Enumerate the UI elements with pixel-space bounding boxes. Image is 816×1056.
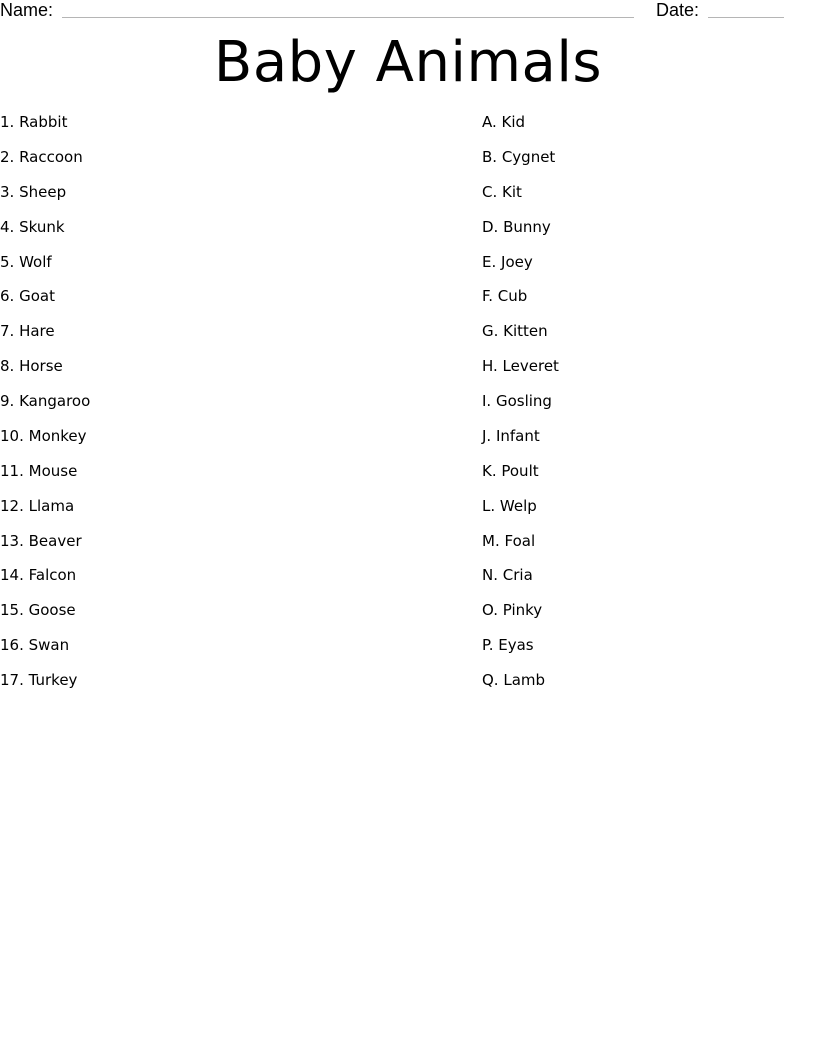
baby-name-item: M. Foal — [482, 531, 536, 550]
header-row — [0, 0, 816, 24]
baby-name-item: L. Welp — [482, 496, 537, 515]
animal-item: 8. Horse — [0, 357, 63, 376]
baby-name-item: A. Kid — [482, 113, 526, 131]
baby-name-item: N. Cria — [482, 566, 533, 585]
name-blank-line — [62, 17, 634, 18]
baby-name-list — [482, 111, 559, 704]
animal-item: 15. Goose — [0, 601, 76, 620]
animal-list — [0, 111, 90, 704]
animal-item: 1. Rabbit — [0, 113, 68, 131]
baby-name-item: Q. Lamb — [482, 671, 546, 689]
animal-item: 11. Mouse — [0, 461, 78, 480]
baby-name-item: C. Kit — [482, 182, 522, 201]
animal-item: 7. Hare — [0, 322, 55, 341]
baby-name-item: P. Eyas — [482, 636, 534, 655]
baby-name-item: K. Poult — [482, 461, 539, 480]
date-label: Date: — [656, 0, 700, 20]
animal-item: 4. Skunk — [0, 217, 65, 236]
baby-name-item: I. Gosling — [482, 392, 552, 410]
baby-name-item: G. Kitten — [482, 322, 548, 341]
animal-item: 10. Monkey — [0, 426, 87, 445]
animal-item: 13. Beaver — [0, 531, 82, 550]
animal-item: 17. Turkey — [0, 671, 78, 689]
animal-item: 2. Raccoon — [0, 147, 83, 166]
baby-name-item: O. Pinky — [482, 601, 543, 620]
baby-name-item: E. Joey — [482, 252, 533, 271]
baby-name-item: J. Infant — [482, 426, 540, 445]
animal-item: 9. Kangaroo — [0, 392, 91, 410]
name-label: Name: — [0, 0, 54, 20]
date-blank-line — [708, 17, 784, 18]
animal-item: 12. Llama — [0, 496, 75, 515]
animal-item: 5. Wolf — [0, 252, 52, 271]
animal-item: 6. Goat — [0, 287, 55, 306]
page-title: Baby Animals — [213, 30, 603, 95]
baby-name-item: F. Cub — [482, 287, 528, 306]
baby-name-item: D. Bunny — [482, 217, 551, 236]
animal-item: 3. Sheep — [0, 182, 67, 201]
baby-name-item: H. Leveret — [482, 357, 559, 376]
baby-name-item: B. Cygnet — [482, 147, 556, 166]
animal-item: 16. Swan — [0, 636, 70, 655]
animal-item: 14. Falcon — [0, 566, 77, 585]
